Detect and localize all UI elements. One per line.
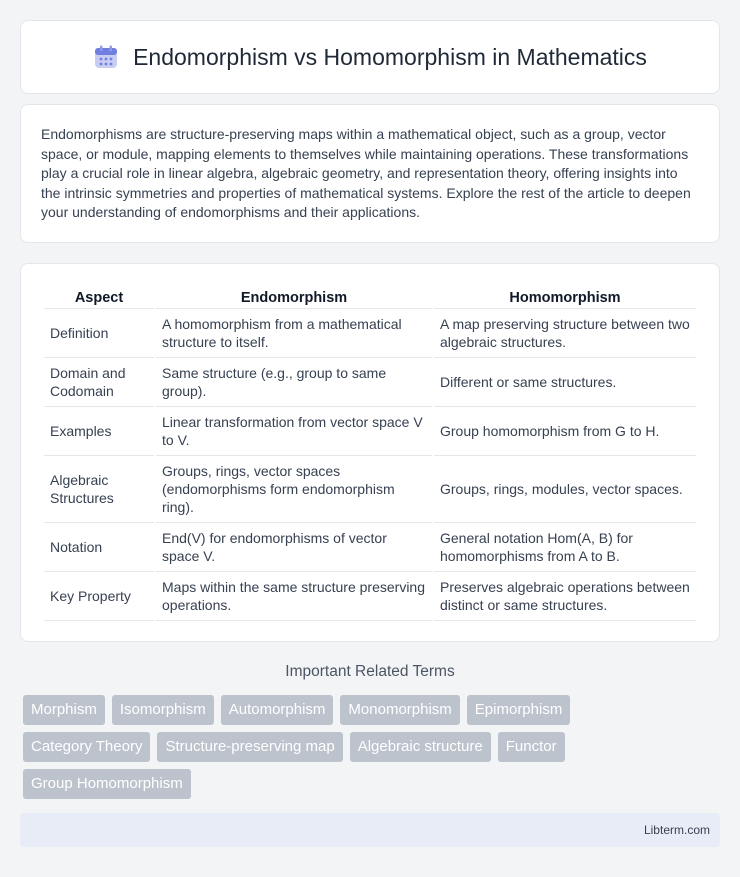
tag-structure-preserving-map[interactable]: Structure-preserving map [157,732,342,762]
tag-category-theory[interactable]: Category Theory [23,732,150,762]
tag-algebraic-structure[interactable]: Algebraic structure [350,732,491,762]
footer-site-link[interactable]: Libterm.com [643,823,710,837]
tag-isomorphism[interactable]: Isomorphism [112,695,214,725]
cell-homomorphism: Groups, rings, modules, vector spaces. [434,456,696,523]
cell-endomorphism: End(V) for endomorphisms of vector space V. [156,523,432,572]
tag-morphism[interactable]: Morphism [23,695,105,725]
cell-endomorphism: Groups, rings, vector spaces (endomorphisms form endomorphism ring). [156,456,432,523]
calendar-icon [93,44,119,70]
intro-card [20,104,720,243]
tag-row [23,732,723,762]
footer [20,813,720,847]
tag-automorphism[interactable]: Automorphism [221,695,334,725]
table-header-row [44,284,696,309]
header-homomorphism: Homomorphism [434,284,696,309]
table-row [44,572,696,621]
tag-group-homomorphism[interactable]: Group Homomorphism [23,769,191,799]
cell-aspect: Key Property [44,572,154,621]
comparison-table [42,284,698,621]
cell-homomorphism: Preserves algebraic operations between distinct or same structures. [434,572,696,621]
cell-homomorphism: Group homomorphism from G to H. [434,407,696,456]
tag-functor[interactable]: Functor [498,732,565,762]
cell-aspect: Notation [44,523,154,572]
header-aspect: Aspect [44,284,154,309]
tag-monomorphism[interactable]: Monomorphism [340,695,459,725]
title-card [20,20,720,94]
page-title: Endomorphism vs Homomorphism in Mathematics [133,43,647,70]
related-terms-title: Important Related Terms [285,663,455,680]
cell-homomorphism: General notation Hom(A, B) for homomorphisms from A to B. [434,523,696,572]
table-row [44,309,696,358]
table-row [44,456,696,523]
table-row [44,407,696,456]
tag-row [23,769,723,799]
related-terms-tags [23,695,723,806]
cell-homomorphism: Different or same structures. [434,358,696,407]
cell-endomorphism: A homomorphism from a mathematical structure to itself. [156,309,432,358]
cell-endomorphism: Same structure (e.g., group to same group). [156,358,432,407]
cell-aspect: Examples [44,407,154,456]
cell-aspect: Domain and Codomain [44,358,154,407]
cell-aspect: Definition [44,309,154,358]
cell-homomorphism: A map preserving structure between two algebraic structures. [434,309,696,358]
header-endomorphism: Endomorphism [156,284,432,309]
tag-row [23,695,723,725]
cell-endomorphism: Linear transformation from vector space V to V. [156,407,432,456]
comparison-table-card [20,263,720,642]
cell-endomorphism: Maps within the same structure preserving operations. [156,572,432,621]
intro-paragraph: Endomorphisms are structure-preserving maps within a mathematical object, such as a group, vector space, or module, mapping elements to themselves while maintaining operations. These transformations play a crucial role in linear algebra, algebraic geometry, and representation theory, offering insights into the intrinsic symmetries and properties of mathematical systems. Explore the rest of the article to deepen your understanding of endomorphisms and their applications. [41,126,691,221]
table-row [44,523,696,572]
cell-aspect: Algebraic Structures [44,456,154,523]
table-row [44,358,696,407]
tag-epimorphism[interactable]: Epimorphism [467,695,571,725]
